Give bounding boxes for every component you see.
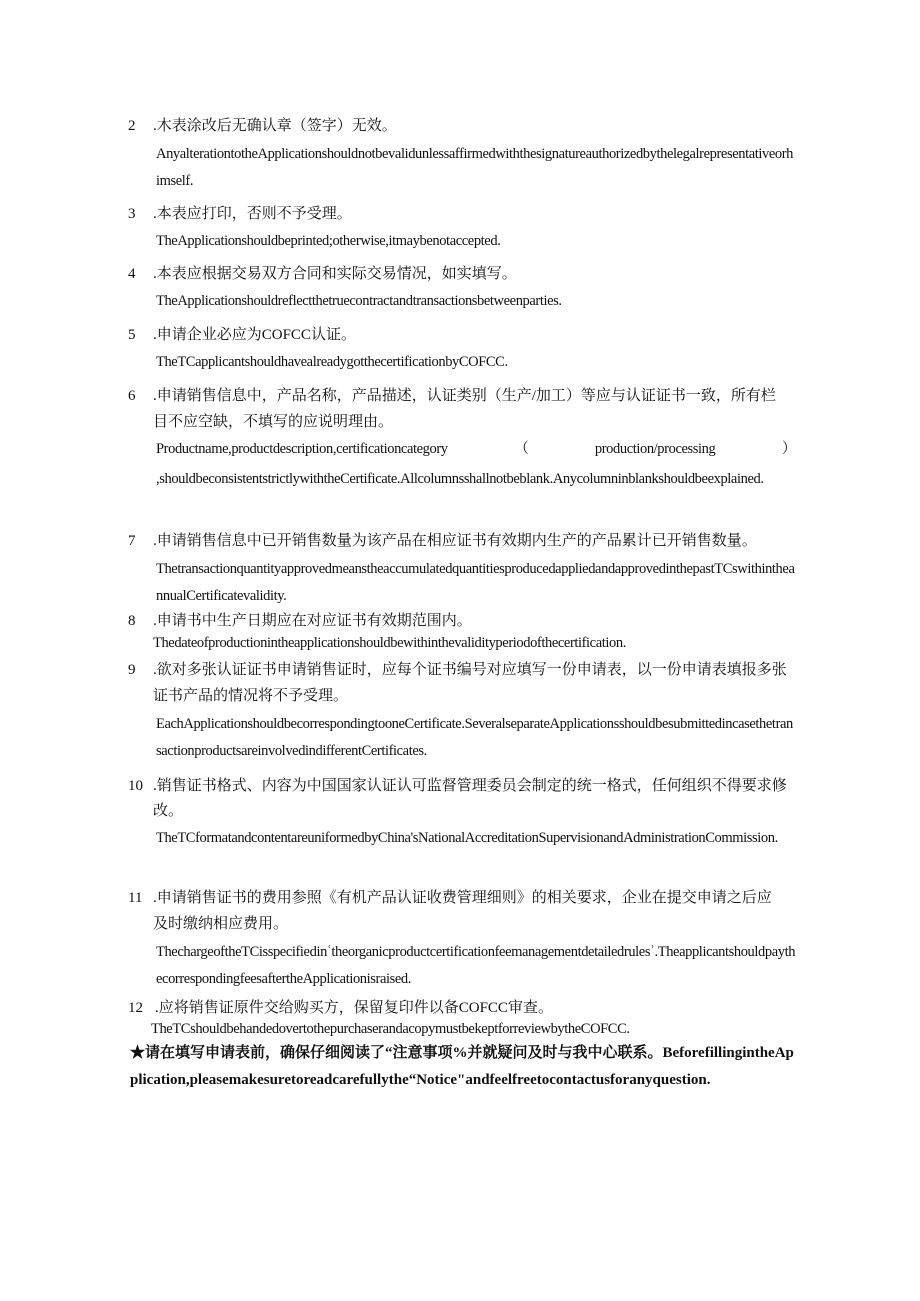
- item-number: 3: [128, 206, 136, 222]
- item-text-cn-continued: 及时缴纳相应费用。: [153, 916, 289, 932]
- item-number: 4: [128, 266, 136, 282]
- item-text-cn: .木表涂改后无确认章（签字）无效。: [153, 118, 397, 134]
- item-text-en: EachApplicationshouldbecorrespondingtooneCertificate.SeveralseparateApplicationsshouldbesubmittedincasethetransactionproductsareinvolvedindifferentCertificates.: [156, 716, 793, 759]
- item-text-cn-continued: 目不应空缺，不填写的应说明理由。: [153, 414, 394, 430]
- item-number: 11: [128, 890, 143, 906]
- item-number: 2: [128, 118, 136, 134]
- item-text-en: ThechargeoftheTCisspecifiedinʿtheorganicproductcertificationfeemanagementdetailedrulesʾ.TheapplicantshouldpaythecorrespondingfeesaftertheApplicationisraised.: [156, 944, 796, 987]
- item-number: 6: [128, 388, 136, 404]
- item-text-en: TheTCapplicantshouldhavealreadygotthecertificationbyCOFCC.: [156, 354, 508, 370]
- item-text-en: Productname,productdescription,certificationcategory（production/processing）: [156, 441, 796, 457]
- item-text-en: Thedateofproductionintheapplicationshouldbewithinthevalidityperiodofthecertification.: [153, 635, 626, 651]
- item-text-en-continued: ,shouldbeconsistentstrictlywiththeCertificate.Allcolumnsshallnotbeblank.Anycolumninblankshouldbeexplained.: [156, 471, 764, 487]
- item-text-cn: .本表应根据交易双方合同和实际交易情况，如实填写。: [153, 266, 517, 282]
- item-text-cn: .申请书中生产日期应在对应证书有效期范围内。: [153, 613, 472, 629]
- item-text-en: AnyalterationtotheApplicationshouldnotbevalidunlessaffirmedwiththesignatureauthorizedbythelegalrepresentativeorhimself.: [156, 146, 794, 189]
- item-text-en: TheTCshouldbehandedovertothepurchaserandacopymustbekeptforreviewbytheCOFCC.: [151, 1021, 630, 1037]
- item-number: 5: [128, 327, 136, 343]
- item-number: 9: [128, 662, 136, 678]
- item-text-cn: .申请销售信息中，产品名称，产品描述，认证类别（生产/加工）等应与认证证书一致，所有栏: [153, 388, 776, 404]
- item-text-cn: .本表应打印，否则不予受理。: [153, 206, 352, 222]
- important-notice: ★请在填写申请表前，确保仔细阅读了“注意事项%并就疑问及时与我中心联系。BeforefillingintheApplication,pleasemakesuretoreadcarefullythe“Notice"andfeelfreetocontactusforanyquestion.: [130, 1045, 794, 1088]
- item-text-cn: .申请企业必应为COFCC认证。: [153, 327, 356, 343]
- item-text-en: TheTCformatandcontentareuniformedbyChina'sNationalAccreditationSupervisionandAdministrationCommission.: [156, 830, 778, 846]
- item-number: 8: [128, 613, 136, 629]
- item-text-en: TheApplicationshouldbeprinted;otherwise,itmaybenotaccepted.: [156, 233, 501, 249]
- item-text-cn: .应将销售证原件交给购买方，保留复印件以备COFCC审查。: [155, 1000, 553, 1016]
- item-number: 7: [128, 533, 136, 549]
- item-text-cn: .销售证书格式、内容为中国国家认证认可监督管理委员会制定的统一格式，任何组织不得要求修: [153, 778, 787, 794]
- item-text-cn-continued: 改。: [153, 803, 184, 819]
- item-text-cn: .欲对多张认证证书申请销售证时，应每个证书编号对应填写一份申请表，以一份申请表填报多张: [153, 662, 787, 678]
- item-text-cn-continued: 证书产品的情况将不予受理。: [153, 688, 349, 704]
- item-text-en: TheApplicationshouldreflectthetruecontractandtransactionsbetweenparties.: [156, 293, 562, 309]
- item-text-en: ThetransactionquantityapprovedmeanstheaccumulatedquantitiesproducedappliedandapprovedinthepastTCswithintheannualCertificatevalidity.: [156, 561, 795, 604]
- item-text-cn: .申请销售证书的费用参照《有机产品认证收费管理细则》的相关要求，企业在提交申请之后应: [153, 890, 772, 906]
- item-text-cn: .申请销售信息中已开销售数量为该产品在相应证书有效期内生产的产品累计已开销售数量。: [153, 533, 757, 549]
- item-number: 12: [128, 1000, 143, 1016]
- item-number: 10: [128, 778, 143, 794]
